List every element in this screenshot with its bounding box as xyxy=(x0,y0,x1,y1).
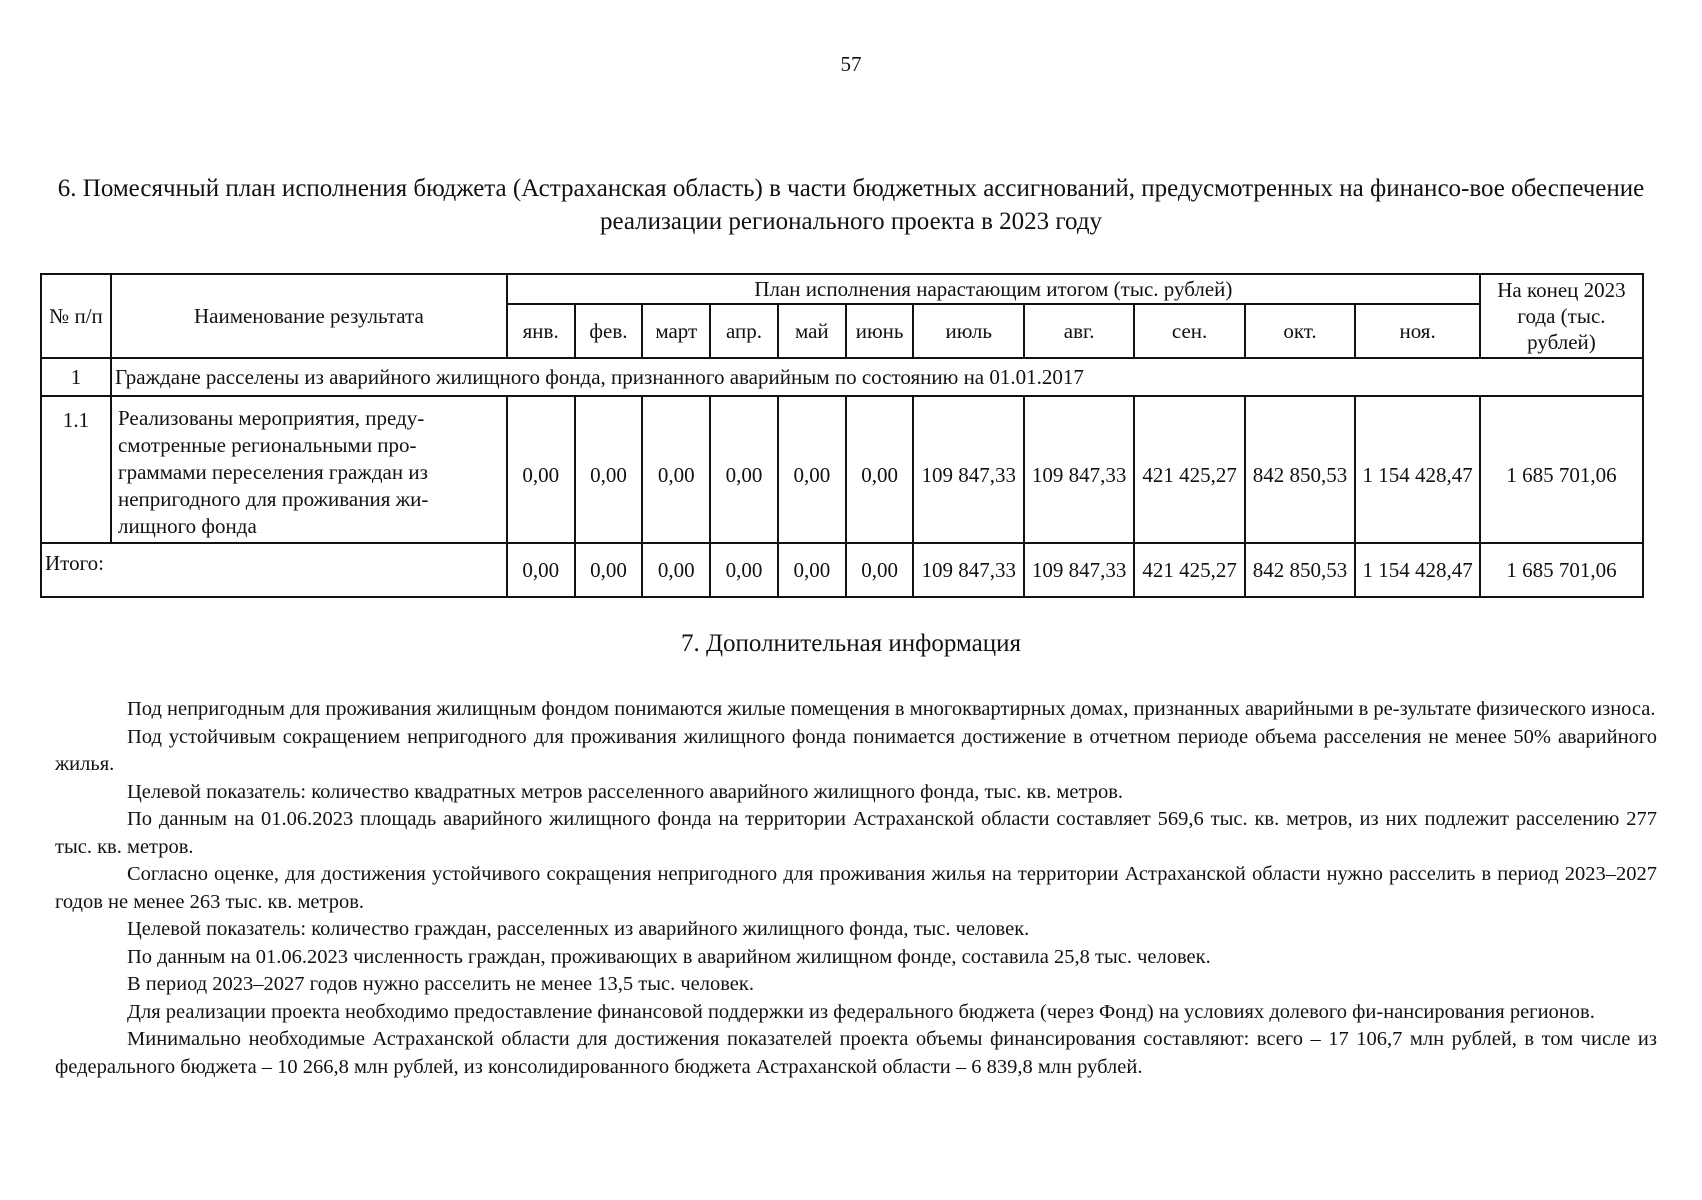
header-month: фев. xyxy=(575,304,643,358)
item-value: 109 847,33 xyxy=(1024,396,1134,543)
budget-plan-table xyxy=(40,273,1644,598)
item-value: 0,00 xyxy=(507,396,575,543)
header-month: окт. xyxy=(1245,304,1355,358)
total-value: 0,00 xyxy=(575,543,643,597)
page-number: 57 xyxy=(840,52,862,76)
header-month: июль xyxy=(913,304,1023,358)
item-value: 421 425,27 xyxy=(1134,396,1244,543)
total-label: Итого: xyxy=(41,543,507,597)
info-paragraph: Целевой показатель: количество квадратных метров расселенного аварийного жилищного фонда, тыс. кв. метров. xyxy=(127,780,1124,803)
header-month: янв. xyxy=(507,304,575,358)
total-value: 109 847,33 xyxy=(1024,543,1134,597)
item-value: 0,00 xyxy=(778,396,846,543)
section-7-title: 7. Дополнительная информация xyxy=(680,630,1022,657)
info-paragraph: В период 2023–2027 годов нужно расселить не менее 13,5 тыс. человек. xyxy=(127,973,754,995)
header-month: авг. xyxy=(1024,304,1134,358)
item-value: 0,00 xyxy=(642,396,710,543)
header-month: май xyxy=(778,304,846,358)
section-num: 1 xyxy=(41,358,111,396)
total-value: 0,00 xyxy=(642,543,710,597)
table-row-section xyxy=(41,358,1643,396)
table-row-item xyxy=(41,396,1643,543)
total-value: 421 425,27 xyxy=(1134,543,1244,597)
info-paragraph: Под непригодным для проживания жилищным фондом понимаются жилые помещения в многоквартирных домах, признанных аварийными в ре-зультате физического износа. xyxy=(127,698,1656,720)
total-value: 0,00 xyxy=(846,543,914,597)
table-row-total xyxy=(41,543,1643,597)
total-value: 1 154 428,47 xyxy=(1355,543,1480,597)
info-paragraph: Для реализации проекта необходимо предоставление финансовой поддержки из федерального бюджета (через Фонд) на условиях долевого фи-нансирования регионов. xyxy=(127,1000,1595,1023)
item-value: 842 850,53 xyxy=(1245,396,1355,543)
section-6-title: 6. Помесячный план исполнения бюджета (Астраханская область) в части бюджетных ассигнований, предусмотренных на финансо-вое обеспечение реализации регионального проекта в 2023 году xyxy=(57,175,1645,235)
info-paragraph: Согласно оценке, для достижения устойчивого сокращения непригодного для проживания жилья на территории Астраханской области нужно расселить в период 2023–2027 годов не менее 263 тыс. кв. метров. xyxy=(55,863,1657,913)
header-month: сен. xyxy=(1134,304,1244,358)
item-value: 0,00 xyxy=(846,396,914,543)
info-paragraph: По данным на 01.06.2023 площадь аварийного жилищного фонда на территории Астраханской области составляет 569,6 тыс. кв. метров, из них подлежит расселению 277 тыс. кв. метров. xyxy=(55,808,1657,858)
item-name: Реализованы мероприятия, преду-смотренные региональными про-граммами переселения граждан из непригодного для проживания жи-лищного фонда xyxy=(111,396,507,543)
header-month: июнь xyxy=(846,304,914,358)
item-value: 0,00 xyxy=(575,396,643,543)
header-end-of-year: На конец 2023 года (тыс. рублей) xyxy=(1480,274,1643,358)
info-paragraph: Под устойчивым сокращением непригодного для проживания жилищного фонда понимается достижение в отчетном периоде объема расселения не менее 50% аварийного жилья. xyxy=(55,725,1657,775)
total-value: 109 847,33 xyxy=(913,543,1023,597)
total-value: 842 850,53 xyxy=(1245,543,1355,597)
total-end-of-year: 1 685 701,06 xyxy=(1480,543,1643,597)
item-value: 109 847,33 xyxy=(913,396,1023,543)
header-month: март xyxy=(642,304,710,358)
info-paragraph: Минимально необходимые Астраханской области для достижения показателей проекта объемы финансирования составляют: всего – 17 106,7 млн рублей, в том числе из федерального бюджета – 10 266,8 млн рублей, из консолидированного бюджета Астраханской области – 6 839,8 млн рублей. xyxy=(55,1028,1657,1078)
total-value: 0,00 xyxy=(710,543,778,597)
info-paragraph: Целевой показатель: количество граждан, расселенных из аварийного жилищного фонда, тыс. человек. xyxy=(127,918,1030,940)
section-text: Граждане расселены из аварийного жилищного фонда, признанного аварийным по состоянию на 01.01.2017 xyxy=(111,358,1643,396)
total-value: 0,00 xyxy=(507,543,575,597)
header-month: апр. xyxy=(710,304,778,358)
header-plan: План исполнения нарастающим итогом (тыс. рублей) xyxy=(507,274,1480,304)
header-month: ноя. xyxy=(1355,304,1480,358)
total-value: 0,00 xyxy=(778,543,846,597)
header-num: № п/п xyxy=(41,274,111,358)
item-value: 1 154 428,47 xyxy=(1355,396,1480,543)
item-num: 1.1 xyxy=(41,396,111,543)
item-end-of-year: 1 685 701,06 xyxy=(1480,396,1643,543)
additional-info xyxy=(55,696,1657,1081)
info-paragraph: По данным на 01.06.2023 численность граждан, проживающих в аварийном жилищном фонде, составила 25,8 тыс. человек. xyxy=(127,945,1211,968)
header-result-name: Наименование результата xyxy=(111,274,507,358)
item-value: 0,00 xyxy=(710,396,778,543)
